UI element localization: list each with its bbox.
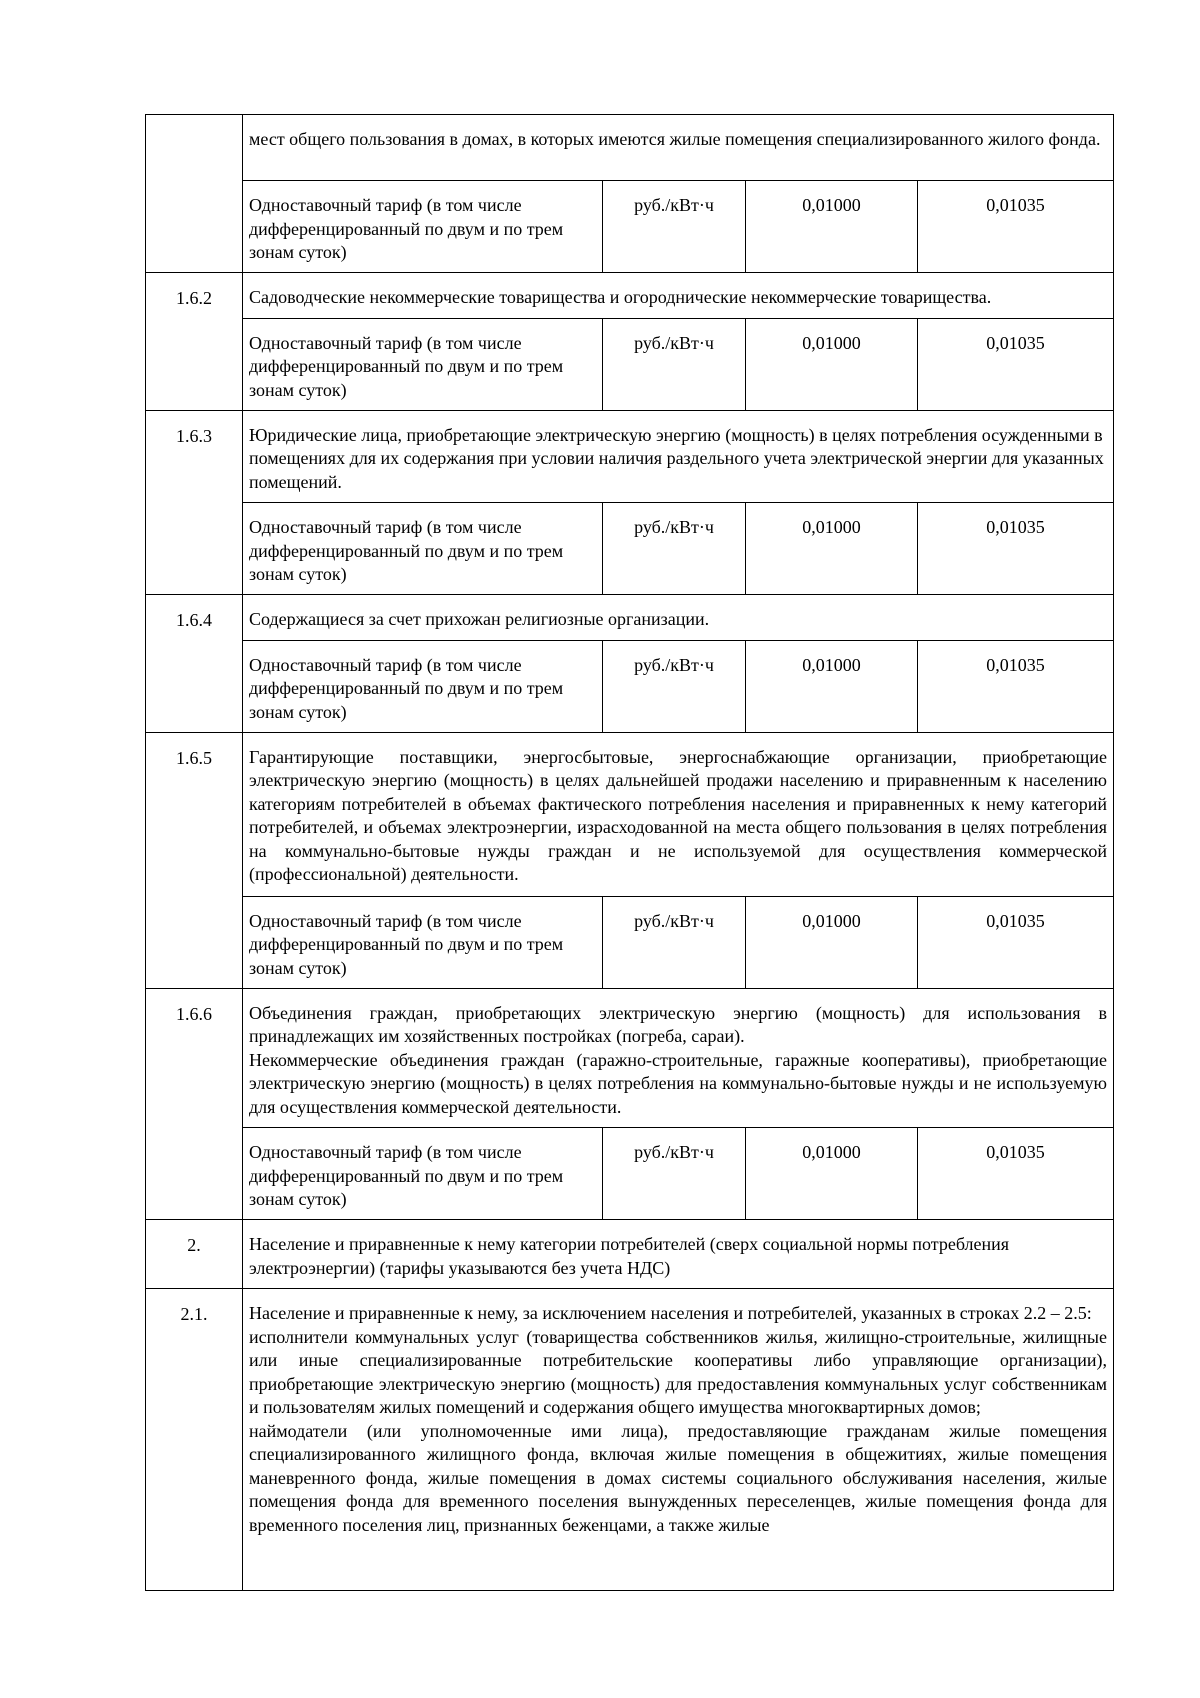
- tariff-row: [146, 181, 1114, 273]
- table-row: [146, 1289, 1114, 1591]
- tariff-name: Одноставочный тариф (в том числе дифференцированный по двум и по трем зонам суток): [243, 640, 603, 732]
- row-description: [243, 1289, 1114, 1591]
- tariff-value-1: 0,01000: [746, 896, 918, 988]
- tariff-value-1: 0,01000: [746, 640, 918, 732]
- table-row: [146, 115, 1114, 181]
- row-description-part: наймодатели (или уполномоченные ими лица), предоставляющие гражданам жилые помещения специализированного жилищного фонда, включая жилые помещения в общежитиях, жилые помещения маневренного фонда, жилые помещения в домах системы социального обслуживания населения, жилые помещения фонда для временного поселения вынужденных переселенцев, жилые помещения фонда для временного поселения лиц, признанных беженцами, а также жилые: [249, 1420, 1108, 1535]
- tariff-row: [146, 640, 1114, 732]
- row-description-part: Некоммерческие объединения граждан (гаражно-строительные, гаражные кооперативы), приобретающие электрическую энергию (мощность) в целях потребления на коммунально-бытовые нужды и не используемую для осуществления коммерческой деятельности.: [249, 1049, 1108, 1117]
- row-number: [146, 115, 243, 273]
- row-description-part: исполнители коммунальных услуг (товарищества собственников жилья, жилищно-строительные, жилищные или иные специализированные потребительские кооперативы либо управляющие организации), приобретающие электрическую энергию (мощность) для предоставления коммунальных услуг собственникам и пользователям жилых помещений и содержания общего имущества многоквартирных домов;: [249, 1326, 1108, 1417]
- row-number: 1.6.3: [146, 410, 243, 595]
- row-description: Гарантирующие поставщики, энергосбытовые, энергоснабжающие организации, приобретающие электрическую энергию (мощность) в целях дальнейшей продажи населению и приравненным к населению категориям потребителей в объемах фактического потребления населения и приравненных к нему категорий потребителей, и объемах электроэнергии, израсходованной на места общего пользования в целях потребления на коммунально-бытовые нужды граждан и не используемой для осуществления коммерческой (профессиональной) деятельности.: [243, 732, 1114, 896]
- row-number: 1.6.6: [146, 988, 243, 1220]
- row-description: [243, 988, 1114, 1128]
- tariff-value-2: 0,01035: [918, 181, 1114, 273]
- row-description: мест общего пользования в домах, в которых имеются жилые помещения специализированного жилого фонда.: [243, 115, 1114, 181]
- row-number: 2.1.: [146, 1289, 243, 1591]
- tariff-unit: руб./кВт·ч: [603, 181, 746, 273]
- tariff-value-1: 0,01000: [746, 318, 918, 410]
- tariff-value-1: 0,01000: [746, 503, 918, 595]
- tariff-value-2: 0,01035: [918, 503, 1114, 595]
- tariff-row: [146, 1128, 1114, 1220]
- tariff-name: Одноставочный тариф (в том числе дифференцированный по двум и по трем зонам суток): [243, 181, 603, 273]
- tariff-name: Одноставочный тариф (в том числе дифференцированный по двум и по трем зонам суток): [243, 503, 603, 595]
- row-description: Содержащиеся за счет прихожан религиозные организации.: [243, 595, 1114, 641]
- row-description: Юридические лица, приобретающие электрическую энергию (мощность) в целях потребления осужденными в помещениях для их содержания при условии наличия раздельного учета электрической энергии для указанных помещений.: [243, 410, 1114, 503]
- tariff-table: [145, 114, 1114, 1591]
- tariff-unit: руб./кВт·ч: [603, 318, 746, 410]
- row-number: 2.: [146, 1220, 243, 1289]
- tariff-name: Одноставочный тариф (в том числе дифференцированный по двум и по трем зонам суток): [243, 1128, 603, 1220]
- tariff-unit: руб./кВт·ч: [603, 1128, 746, 1220]
- tariff-value-2: 0,01035: [918, 896, 1114, 988]
- table-row: [146, 595, 1114, 641]
- table-row: [146, 732, 1114, 896]
- row-description-part: Объединения граждан, приобретающих электрическую энергию (мощность) для использования в принадлежащих им хозяйственных постройках (погреба, сараи).: [249, 1002, 1108, 1046]
- tariff-row: [146, 896, 1114, 988]
- tariff-unit: руб./кВт·ч: [603, 503, 746, 595]
- tariff-name: Одноставочный тариф (в том числе дифференцированный по двум и по трем зонам суток): [243, 896, 603, 988]
- tariff-value-2: 0,01035: [918, 318, 1114, 410]
- row-description: Население и приравненные к нему категории потребителей (сверх социальной нормы потребления электроэнергии) (тарифы указываются без учета НДС): [243, 1220, 1114, 1289]
- table-row: [146, 273, 1114, 319]
- tariff-value-1: 0,01000: [746, 1128, 918, 1220]
- tariff-name: Одноставочный тариф (в том числе дифференцированный по двум и по трем зонам суток): [243, 318, 603, 410]
- row-description-part: Население и приравненные к нему, за исключением населения и потребителей, указанных в строках 2.2 – 2.5:: [249, 1303, 1092, 1323]
- row-number: 1.6.4: [146, 595, 243, 733]
- tariff-value-1: 0,01000: [746, 181, 918, 273]
- tariff-value-2: 0,01035: [918, 1128, 1114, 1220]
- table-row: [146, 410, 1114, 503]
- tariff-row: [146, 503, 1114, 595]
- row-number: 1.6.2: [146, 273, 243, 411]
- tariff-row: [146, 318, 1114, 410]
- tariff-unit: руб./кВт·ч: [603, 640, 746, 732]
- table-row: [146, 1220, 1114, 1289]
- row-number: 1.6.5: [146, 732, 243, 988]
- tariff-unit: руб./кВт·ч: [603, 896, 746, 988]
- row-description: Садоводческие некоммерческие товарищества и огороднические некоммерческие товарищества.: [243, 273, 1114, 319]
- table-row: [146, 988, 1114, 1128]
- tariff-value-2: 0,01035: [918, 640, 1114, 732]
